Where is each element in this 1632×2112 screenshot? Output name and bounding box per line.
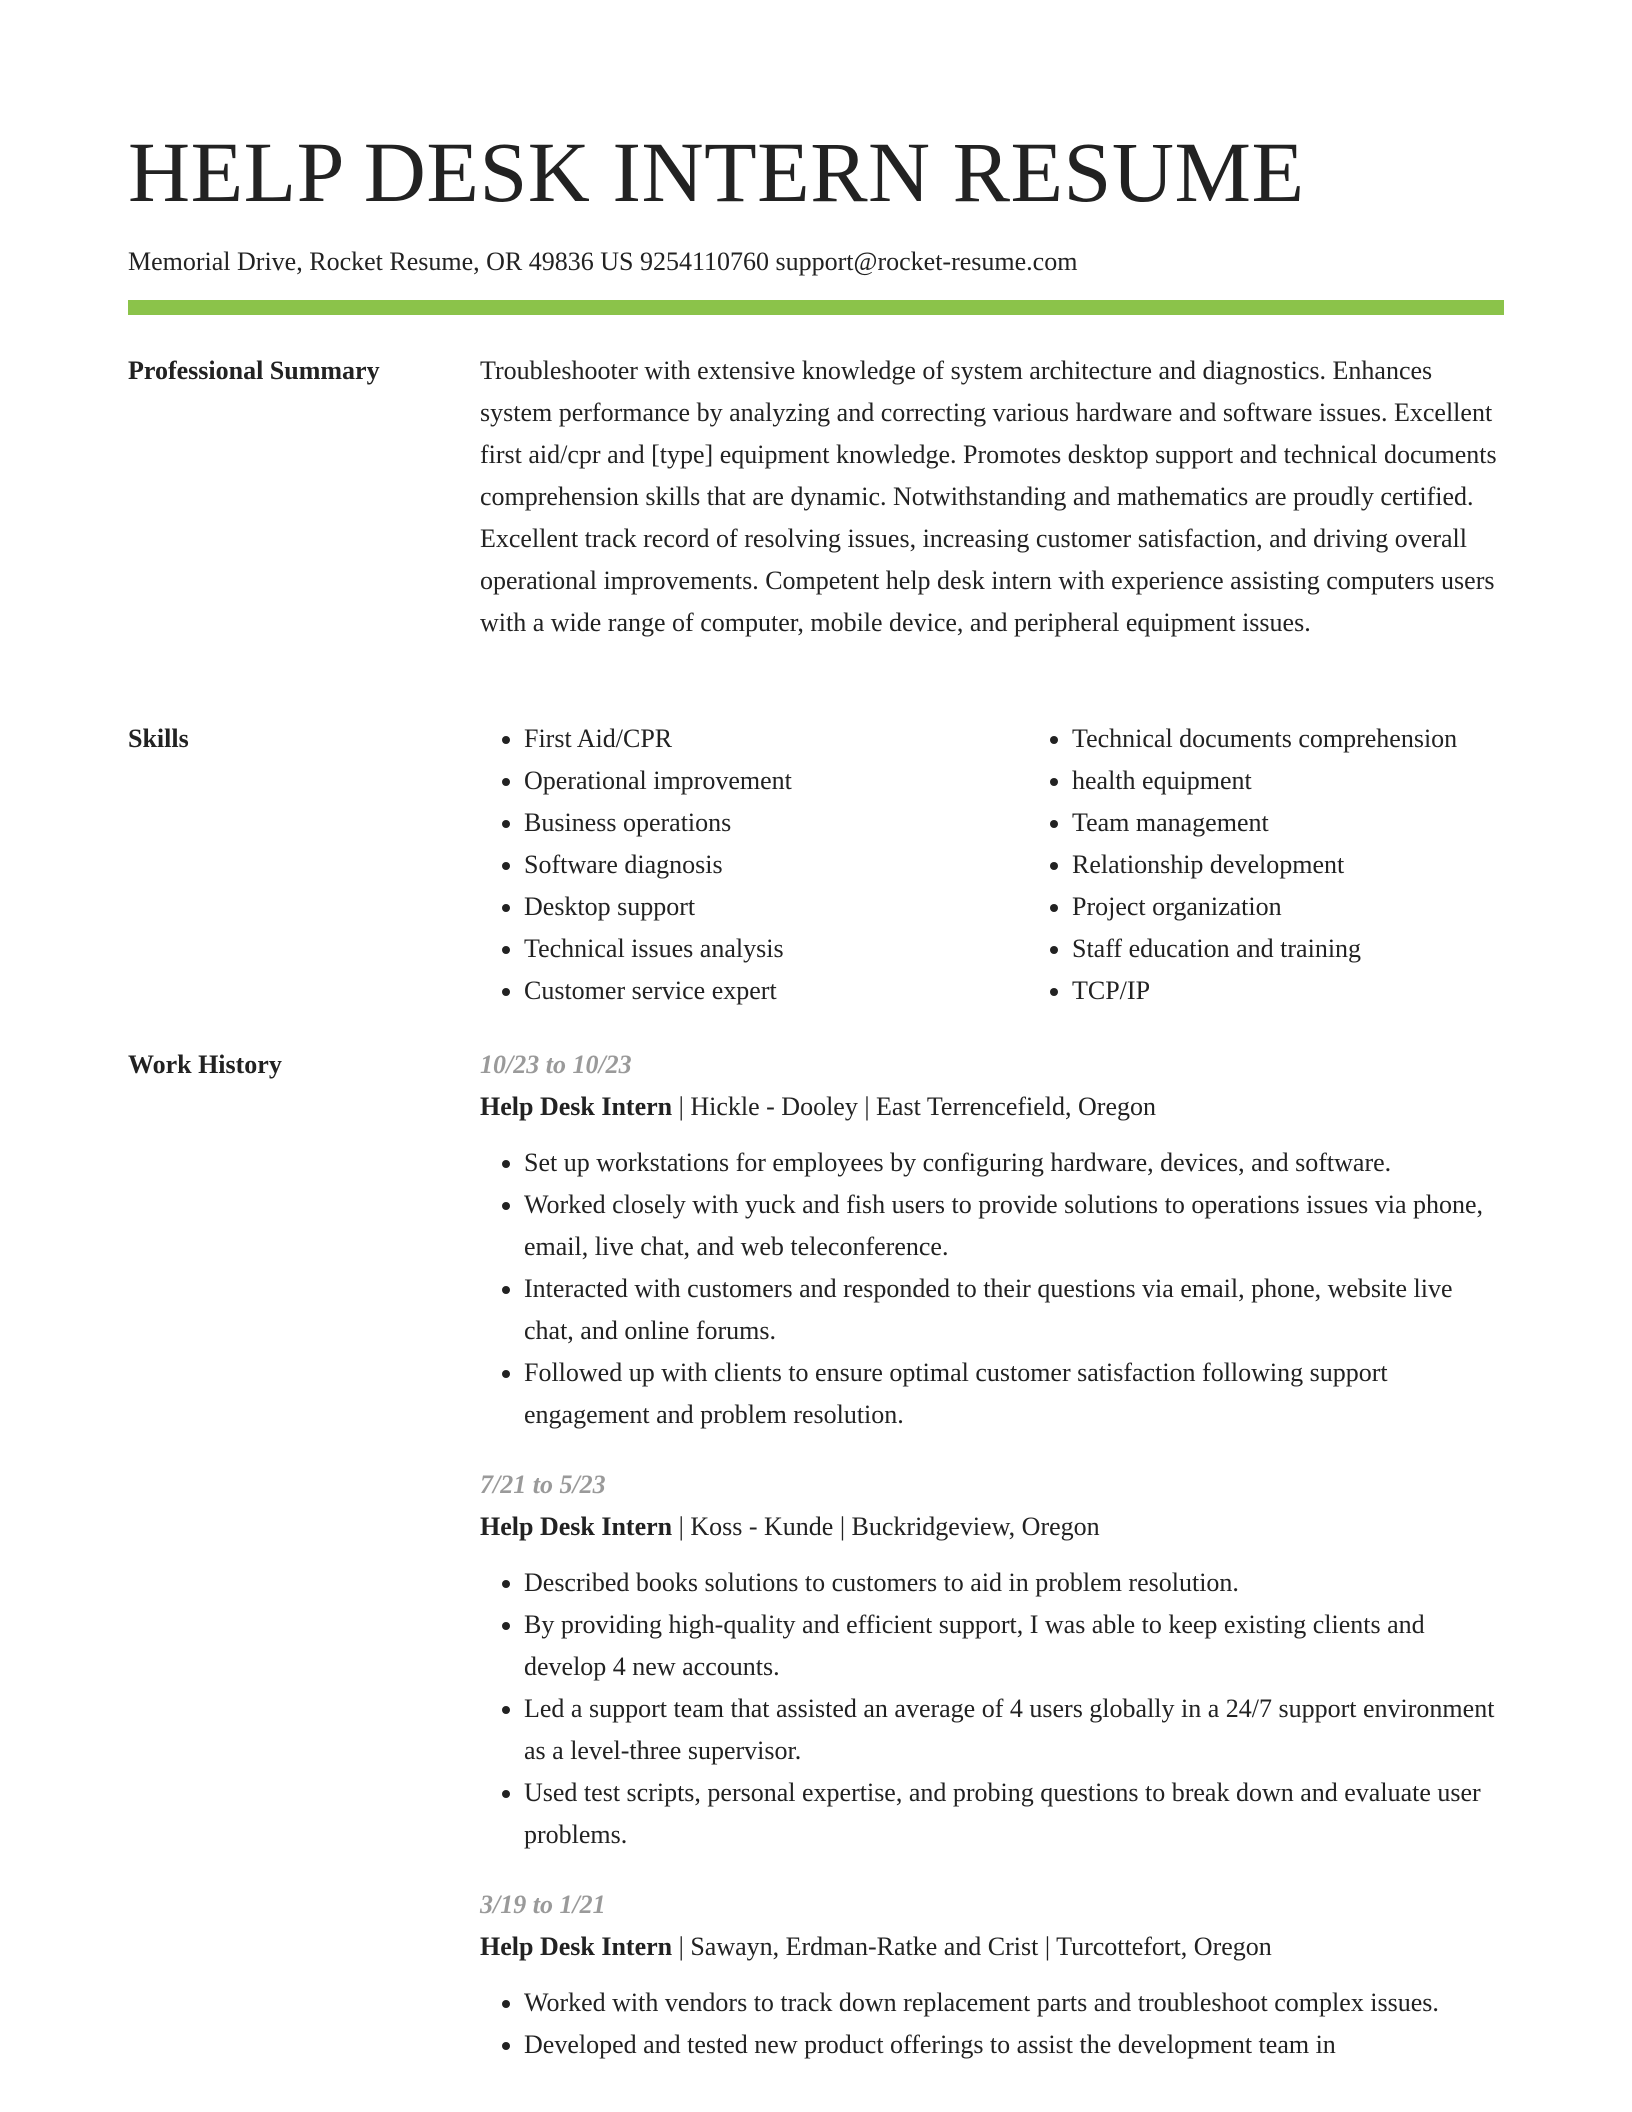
- job-bullet: • Interacted with customers and responded to their questions via email, phone, website live chat, and online forums.: [524, 1268, 1504, 1352]
- job-bullet: • By providing high-quality and efficient support, I was able to keep existing clients and develop 4 new accounts.: [524, 1604, 1504, 1688]
- job-entry: [480, 1884, 1504, 2066]
- page-title: HELP DESK INTERN RESUME: [128, 124, 1305, 220]
- job-bullet: • Followed up with clients to ensure optimal customer satisfaction following support engagement and problem resolution.: [524, 1352, 1504, 1436]
- job-header: [480, 1086, 1504, 1128]
- skill-item: • Relationship development: [1072, 844, 1576, 886]
- skills-heading: Skills: [128, 724, 189, 753]
- job-bullets: [480, 1142, 1504, 1436]
- job-title: Help Desk Intern: [480, 1932, 673, 1961]
- job-details: | Sawayn, Erdman-Ratke and Crist | Turcottefort, Oregon: [672, 1932, 1272, 1961]
- skills-section: [128, 718, 1504, 1012]
- job-bullet: • Described books solutions to customers to aid in problem resolution.: [524, 1562, 1504, 1604]
- skill-item: • Software diagnosis: [524, 844, 1028, 886]
- job-entry: [480, 1464, 1504, 1856]
- job-header: [480, 1926, 1504, 1968]
- job-bullets: [480, 1982, 1504, 2066]
- job-dates: 3/19 to 1/21: [480, 1890, 606, 1919]
- job-title: Help Desk Intern: [480, 1092, 673, 1121]
- summary-section: [128, 350, 1504, 644]
- job-bullet: • Led a support team that assisted an average of 4 users globally in a 24/7 support environment as a level-three supervisor.: [524, 1688, 1504, 1772]
- job-bullet: • Used test scripts, personal expertise, and probing questions to break down and evaluate user problems.: [524, 1772, 1504, 1856]
- job-bullet: • Worked with vendors to track down replacement parts and troubleshoot complex issues.: [524, 1982, 1504, 2024]
- accent-divider: [128, 300, 1504, 315]
- job-bullet: • Worked closely with yuck and fish users to provide solutions to operations issues via phone, email, live chat, and web teleconference.: [524, 1184, 1504, 1268]
- skill-item: • Desktop support: [524, 886, 1028, 928]
- job-bullet: • Set up workstations for employees by configuring hardware, devices, and software.: [524, 1142, 1504, 1184]
- skill-item: • TCP/IP: [1072, 970, 1576, 1012]
- job-dates: 10/23 to 10/23: [480, 1050, 632, 1079]
- job-details: | Koss - Kunde | Buckridgeview, Oregon: [672, 1512, 1100, 1541]
- work-history-section: [128, 1044, 1504, 2094]
- skill-item: • Operational improvement: [524, 760, 1028, 802]
- job-entry: [480, 1044, 1504, 1436]
- skill-item: • health equipment: [1072, 760, 1576, 802]
- job-dates: 7/21 to 5/23: [480, 1470, 606, 1499]
- skill-item: • Staff education and training: [1072, 928, 1576, 970]
- job-header: [480, 1506, 1504, 1548]
- skill-item: • Technical documents comprehension: [1072, 718, 1576, 760]
- contact-line: Memorial Drive, Rocket Resume, OR 49836 US 9254110760 support@rocket-resume.com: [128, 247, 1078, 276]
- job-details: | Hickle - Dooley | East Terrencefield, Oregon: [672, 1092, 1156, 1121]
- skills-list-right: [1028, 718, 1576, 1012]
- summary-text: Troubleshooter with extensive knowledge of system architecture and diagnostics. Enhances system performance by analyzing and correcting various hardware and software issues. Excellent first aid/cpr and [type] equipment knowledge. Promotes desktop support and technical documents comprehension skills that are dynamic. Notwithstanding and mathematics are proudly certified. Excellent track record of resolving issues, increasing customer satisfaction, and driving overall operational improvements. Competent help desk intern with experience assisting computers users with a wide range of computer, mobile device, and peripheral equipment issues.: [480, 356, 1497, 637]
- skill-item: • Customer service expert: [524, 970, 1028, 1012]
- summary-heading: Professional Summary: [128, 356, 380, 385]
- resume-page: [128, 0, 1504, 2059]
- skill-item: • Project organization: [1072, 886, 1576, 928]
- job-bullet: • Developed and tested new product offerings to assist the development team in: [524, 2024, 1504, 2066]
- skills-list-left: [480, 718, 1028, 1012]
- job-bullets: [480, 1562, 1504, 1856]
- skill-item: • Team management: [1072, 802, 1576, 844]
- work-history-heading: Work History: [128, 1050, 282, 1079]
- skill-item: • Business operations: [524, 802, 1028, 844]
- job-title: Help Desk Intern: [480, 1512, 673, 1541]
- skill-item: • First Aid/CPR: [524, 718, 1028, 760]
- skill-item: • Technical issues analysis: [524, 928, 1028, 970]
